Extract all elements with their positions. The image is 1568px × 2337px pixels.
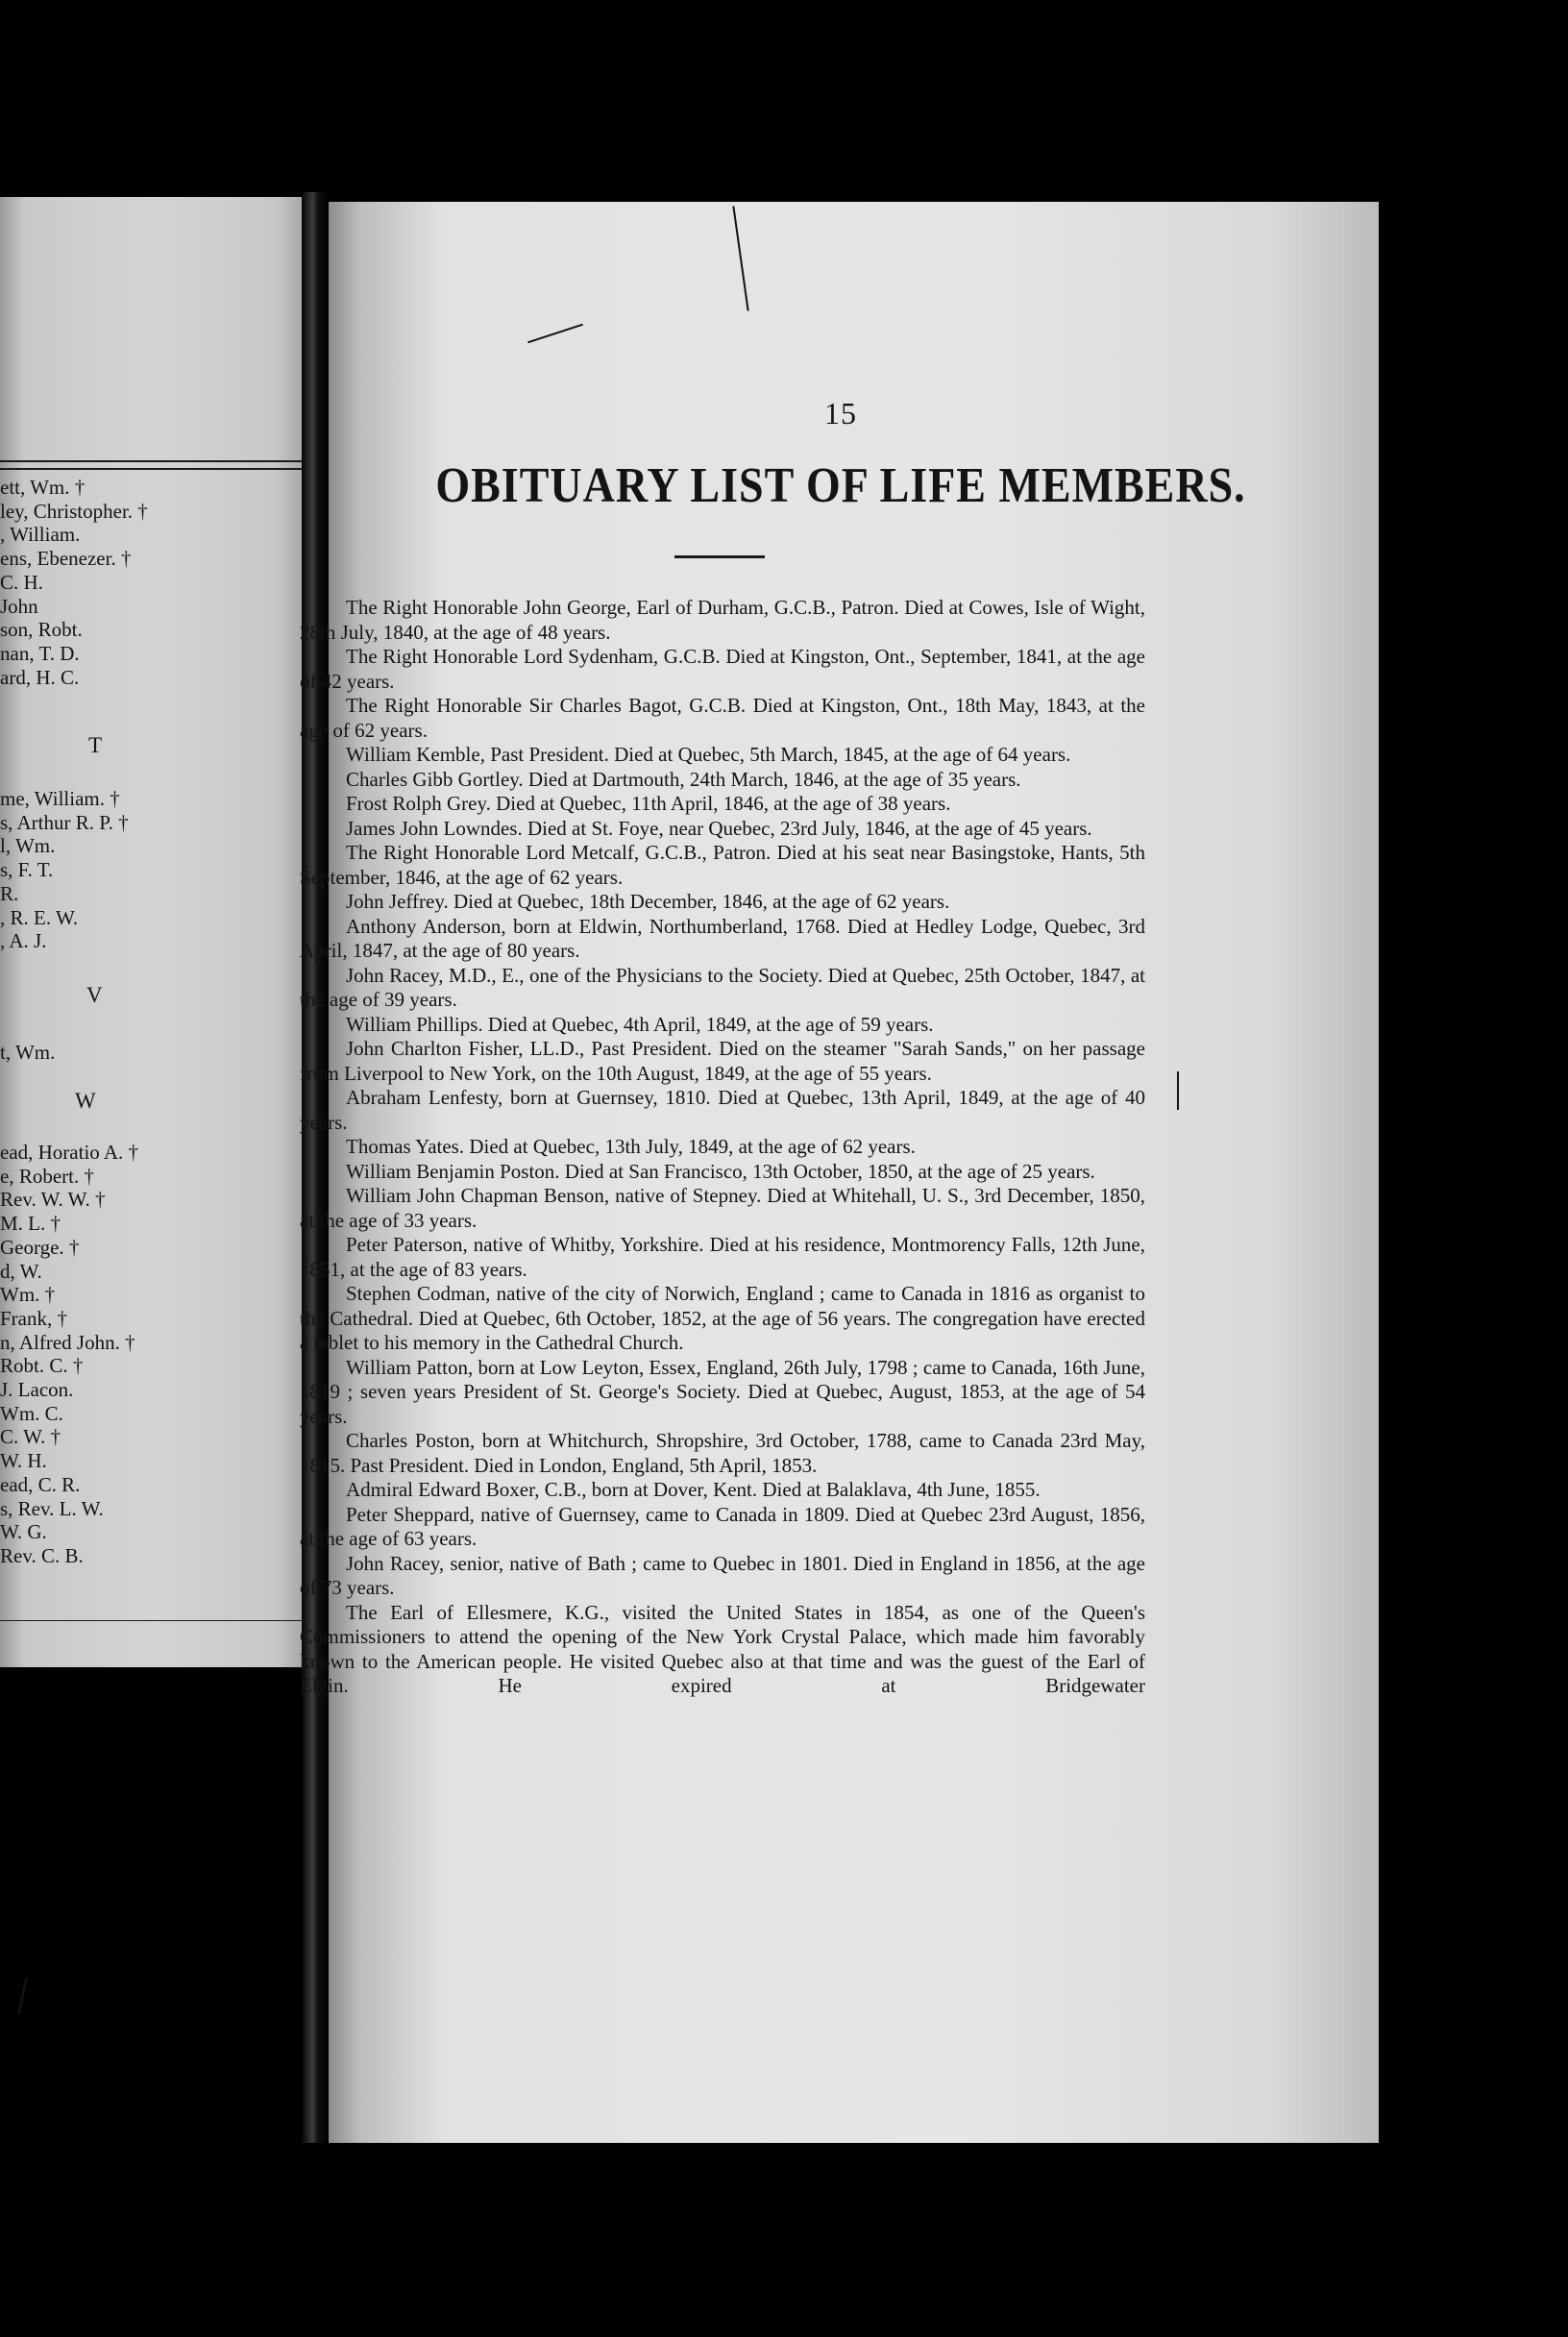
left-list-item: ett, Wm. †	[0, 476, 86, 499]
obituary-entry: William Phillips. Died at Quebec, 4th April, 1849, at the age of 59 years.	[346, 1012, 934, 1036]
obituary-entry: The Right Honorable John George, Earl of Durham, G.C.B., Patron. Died at Cowes, Isle of Wight, 28th July, 1840, at the age of 48 years.	[300, 596, 1145, 644]
left-list-item: s, F. T.	[0, 858, 54, 882]
obituary-entry: Peter Sheppard, native of Guernsey, came to Canada in 1809. Died at Quebec 23rd August, 1856, at the age of 63 years.	[300, 1502, 1145, 1550]
left-list-item: Rev. C. B.	[0, 1543, 84, 1567]
obituary-entry: Abraham Lenfesty, born at Guernsey, 1810. Died at Quebec, 13th April, 1849, at the age of 40 years.	[300, 1086, 1145, 1134]
left-list-item: ard, H. C.	[0, 665, 80, 689]
left-list-item: s, Arthur R. P. †	[0, 810, 129, 834]
left-list-item: W. G.	[0, 1520, 47, 1544]
left-list-item: nan, T. D.	[0, 641, 80, 665]
left-list-item: Frank, †	[0, 1306, 67, 1330]
obituary-entry: Charles Gibb Gortley. Died at Dartmouth, 24th March, 1846, at the age of 35 years.	[346, 767, 1021, 791]
left-list-item: , William.	[0, 523, 81, 547]
title-rule	[674, 555, 765, 558]
left-list-item: George. †	[0, 1235, 80, 1259]
obituary-entry: The Right Honorable Lord Sydenham, G.C.B. Died at Kingston, Ont., September, 1841, at the age of 42 years.	[300, 645, 1145, 693]
page-number: 15	[824, 396, 857, 430]
obituary-list	[300, 596, 1145, 1699]
left-list-item: John	[0, 594, 38, 618]
ink-mark	[17, 1978, 28, 2014]
left-list-item: ens, Ebenezer. †	[0, 547, 132, 571]
left-rule	[0, 468, 306, 470]
left-list-item: M. L. †	[0, 1212, 61, 1236]
left-heading-t: T	[88, 733, 103, 757]
obituary-entry: John Charlton Fisher, LL.D., Past President. Died on the steamer "Sarah Sands," on her passage from Liverpool to New York, on the 10th August, 1849, at the age of 55 years.	[300, 1037, 1145, 1085]
left-heading-v: V	[86, 983, 103, 1007]
obituary-entry: Admiral Edward Boxer, C.B., born at Dover, Kent. Died at Balaklava, 4th June, 1855.	[346, 1478, 1041, 1501]
left-list-item: W. H.	[0, 1449, 47, 1473]
obituary-entry: William Kemble, Past President. Died at Quebec, 5th March, 1845, at the age of 64 years.	[346, 743, 1071, 766]
left-list-item: son, Robt.	[0, 618, 83, 642]
left-list-item: R.	[0, 881, 19, 905]
obituary-entry: William John Chapman Benson, native of Stepney. Died at Whitehall, U. S., 3rd December, 1850, at the age of 33 years.	[300, 1184, 1145, 1232]
left-page-fragment	[0, 197, 306, 1667]
left-list-item: Wm. C.	[0, 1401, 63, 1425]
left-heading-w: W	[75, 1089, 96, 1113]
left-list-item: n, Alfred John. †	[0, 1330, 135, 1354]
obituary-entry: William Benjamin Poston. Died at San Francisco, 13th October, 1850, at the age of 25 years.	[346, 1159, 1095, 1183]
left-list-item: Wm. †	[0, 1283, 56, 1307]
obituary-entry: John Racey, senior, native of Bath ; came to Quebec in 1801. Died in England in 1856, at the age of 73 years.	[300, 1551, 1145, 1599]
left-list-item: l, Wm.	[0, 834, 56, 858]
obituary-entry: Anthony Anderson, born at Eldwin, Northumberland, 1768. Died at Hedley Lodge, Quebec, 3rd April, 1847, at the age of 80 years.	[300, 914, 1145, 962]
left-list-item: C. H.	[0, 570, 43, 594]
obituary-entry: John Racey, M.D., E., one of the Physicians to the Society. Died at Quebec, 25th October, 1847, at the age of 39 years.	[300, 963, 1145, 1011]
left-list-item: ley, Christopher. †	[0, 499, 148, 523]
obituary-entry: The Right Honorable Sir Charles Bagot, G.C.B. Died at Kingston, Ont., 18th May, 1843, at the age of 62 years.	[300, 694, 1145, 742]
obituary-entry: John Jeffrey. Died at Quebec, 18th December, 1846, at the age of 62 years.	[346, 890, 950, 913]
left-bottom-rule	[0, 1620, 306, 1621]
left-list-item: ead, Horatio A. †	[0, 1141, 139, 1164]
left-list-item: ead, C. R.	[0, 1472, 81, 1496]
obituary-entry: Charles Poston, born at Whitchurch, Shropshire, 3rd October, 1788, came to Canada 23rd May, 1815. Past President. Died in London, England, 5th April, 1853.	[300, 1429, 1145, 1477]
page-title: OBITUARY LIST OF LIFE MEMBERS.	[435, 456, 1246, 513]
obituary-entry: Stephen Codman, native of the city of Norwich, England ; came to Canada in 1816 as organist to the Cathedral. Died at Quebec, 6th October, 1852, at the age of 56 years. The congregation have erected a tablet to his memory in the Cathedral Church.	[300, 1282, 1145, 1354]
obituary-entry: Peter Paterson, native of Whitby, Yorkshire. Died at his residence, Montmorency Falls, 12th June, 1851, at the age of 83 years.	[300, 1233, 1145, 1281]
obituary-entry: Thomas Yates. Died at Quebec, 13th July, 1849, at the age of 62 years.	[346, 1135, 916, 1158]
left-list-item: , R. E. W.	[0, 905, 79, 929]
left-list-item: Robt. C. †	[0, 1354, 84, 1378]
left-list-item: me, William. †	[0, 787, 120, 810]
left-rule	[0, 460, 306, 462]
left-list-item: t, Wm.	[0, 1041, 56, 1064]
obituary-entry: William Patton, born at Low Leyton, Essex, England, 26th July, 1798 ; came to Canada, 16th June, 1819 ; seven years President of St. George's Society. Died at Quebec, August, 1853, at the age of 54 years.	[300, 1355, 1145, 1428]
obituary-entry: James John Lowndes. Died at St. Foye, near Quebec, 23rd July, 1846, at the age of 45 years.	[346, 816, 1092, 840]
left-list-item: e, Robert. †	[0, 1164, 94, 1188]
left-list-item: Rev. W. W. †	[0, 1188, 106, 1212]
left-list-item: s, Rev. L. W.	[0, 1496, 104, 1520]
left-list-item: C. W. †	[0, 1425, 61, 1449]
left-list-item: d, W.	[0, 1259, 42, 1283]
obituary-entry: Frost Rolph Grey. Died at Quebec, 11th April, 1846, at the age of 38 years.	[346, 792, 951, 815]
obituary-entry: The Earl of Ellesmere, K.G., visited the United States in 1854, as one of the Queen's Commissioners to attend the opening of the New York Crystal Palace, which made him favorably known to the American people. He visited Quebec also at that time and was the guest of the Earl of Elgin. He expired at Bridgewater	[300, 1600, 1145, 1697]
left-list-item: J. Lacon.	[0, 1378, 74, 1401]
left-list-item: , A. J.	[0, 929, 47, 953]
obituary-entry: The Right Honorable Lord Metcalf, G.C.B., Patron. Died at his seat near Basingstoke, Hants, 5th September, 1846, at the age of 62 years.	[300, 841, 1145, 889]
ink-mark	[1177, 1071, 1179, 1110]
